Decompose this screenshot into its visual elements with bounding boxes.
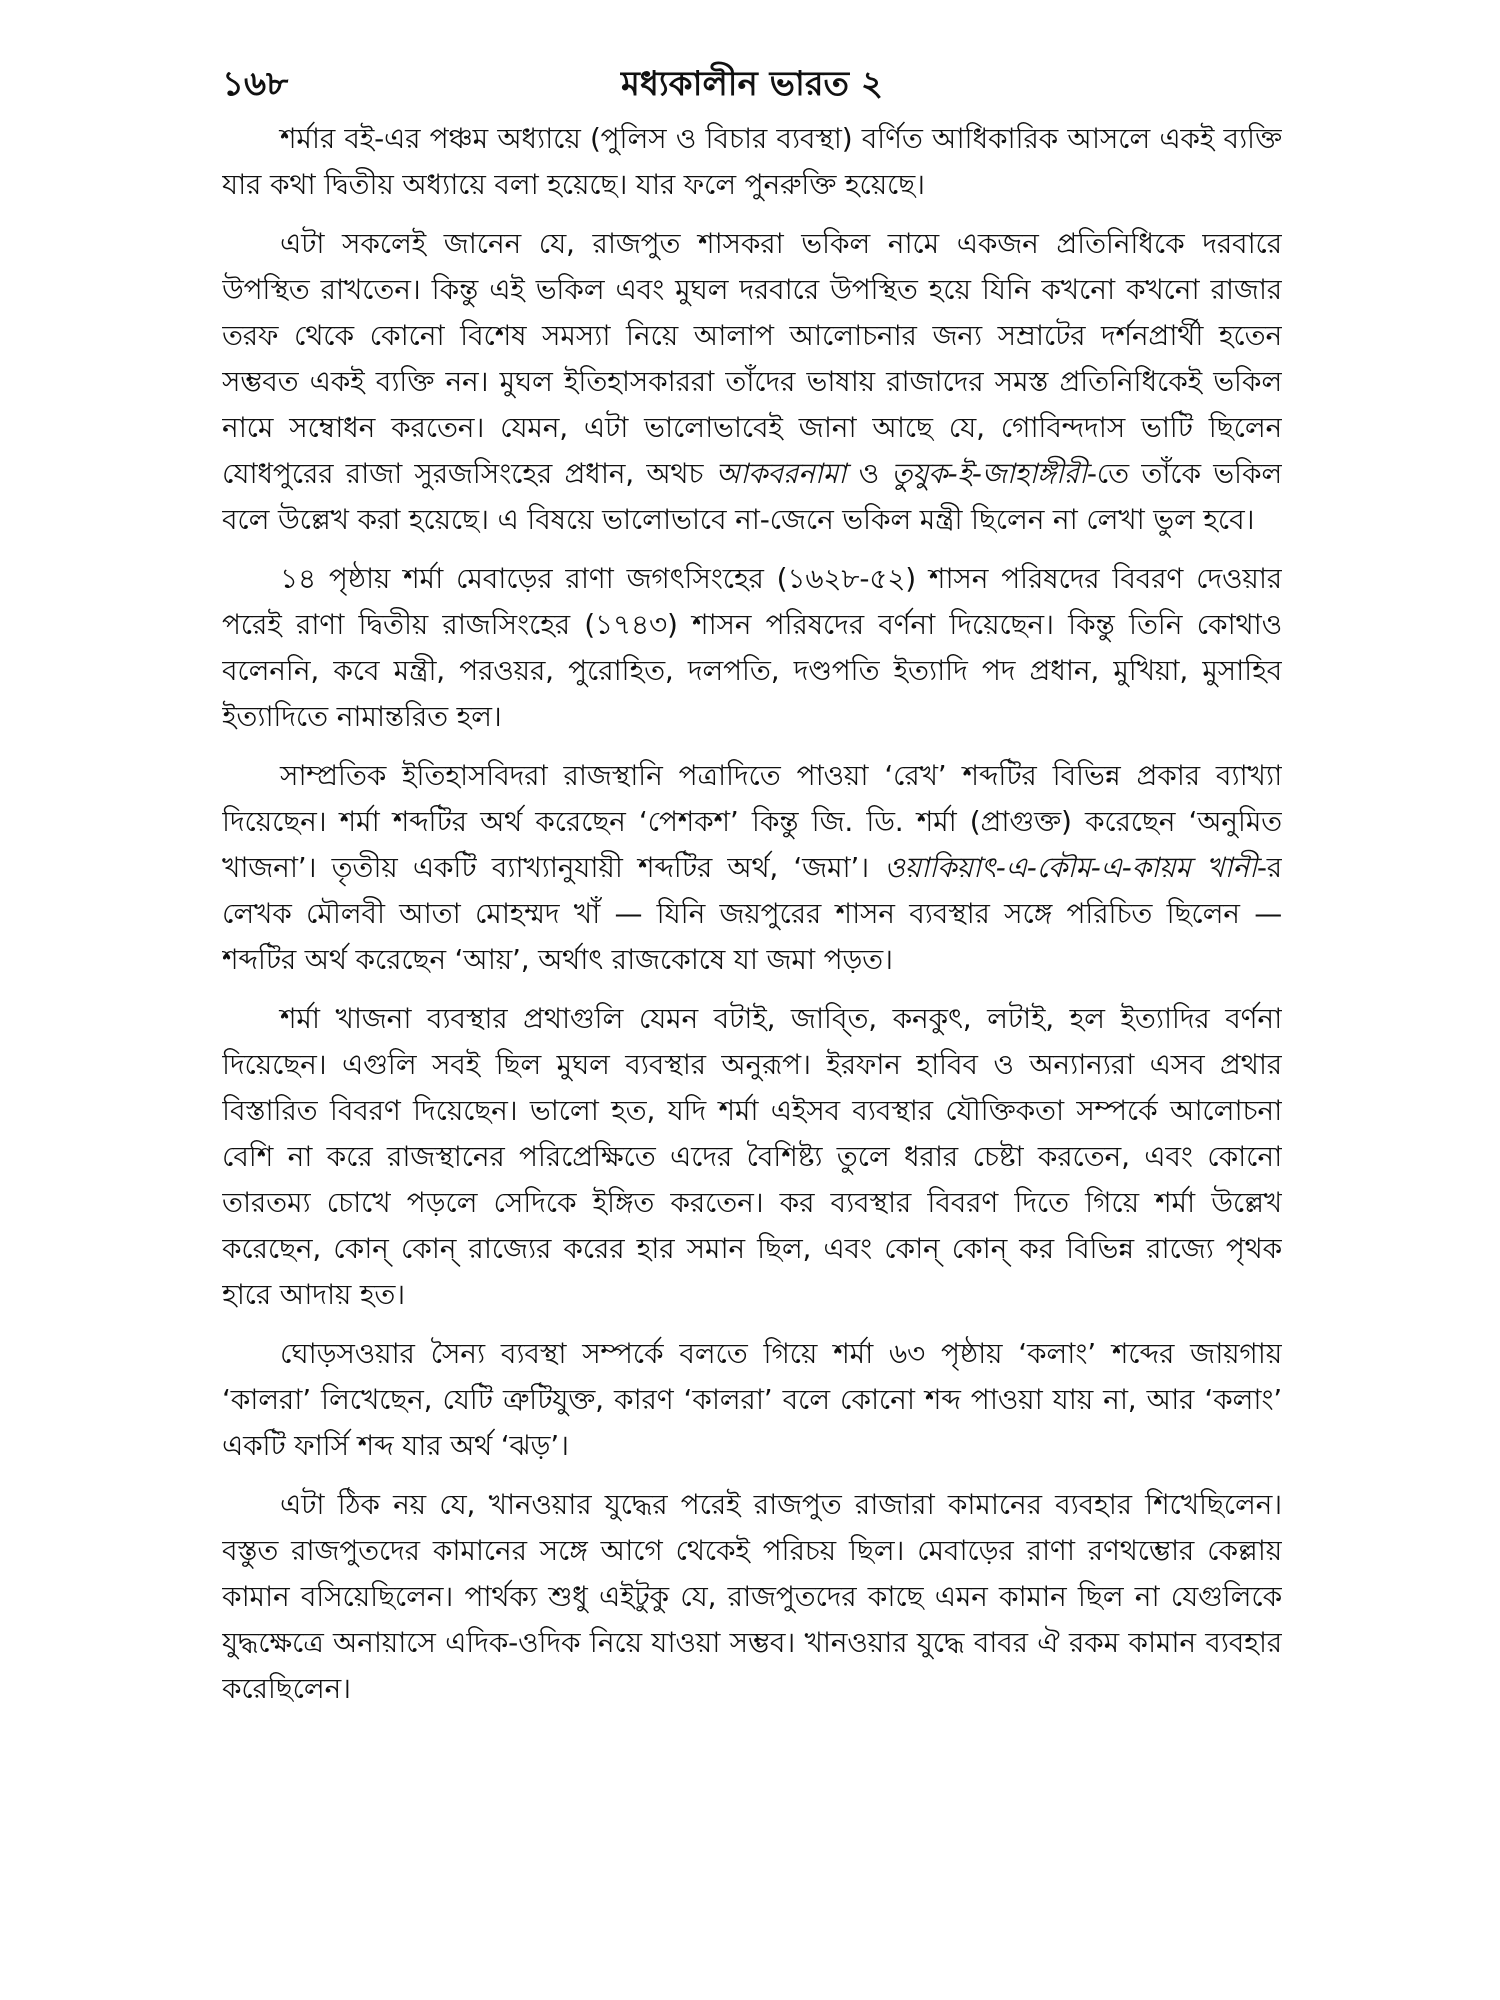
paragraph-2 xyxy=(222,221,1282,543)
paragraph-text: এটা ঠিক নয় যে, খানওয়ার যুদ্ধের পরেই রাজপুত রাজারা কামানের ব্যবহার শিখেছিলেন। বস্তুত রাজপুতদের কামানের সঙ্গে আগে থেকেই পরিচয় ছিল। মেবাড়ের রাণা রণথম্ভোর কেল্লায় কামান বসিয়েছিলেন। পার্থক্য শুধু এইটুকু যে, রাজপুতদের কাছে এমন কামান ছিল না যেগুলিকে যুদ্ধক্ষেত্রে অনায়াসে এদিক-ওদিক নিয়ে যাওয়া সম্ভব। খানওয়ার যুদ্ধে বাবর ঐ রকম কামান ব্যবহার করেছিলেন। xyxy=(222,1488,1282,1705)
paragraph-text: -র লেখক মৌলবী আতা মোহম্মদ খাঁ — যিনি জয়পুরের শাসন ব্যবস্থার সঙ্গে পরিচিত ছিলেন — শব্দটির অর্থ করেছেন ‘আয়’, অর্থাৎ রাজকোষে যা জমা পড়ত। xyxy=(222,851,1282,976)
paragraph-text: এটা সকলেই জানেন যে, রাজপুত শাসকরা ভকিল নামে একজন প্রতিনিধিকে দরবারে উপস্থিত রাখতেন। কিন্তু এই ভকিল এবং মুঘল দরবারে উপস্থিত হয়ে যিনি কখনো কখনো রাজার তরফ থেকে কোনো বিশেষ সমস্যা নিয়ে আলাপ আলোচনার জন্য সম্রাটের দর্শনপ্রার্থী হতেন সম্ভবত একই ব্যক্তি নন। মুঘল ইতিহাসকাররা তাঁদের ভাষায় রাজাদের সমস্ত প্রতিনিধিকেই ভকিল নামে সম্বোধন করতেন। যেমন, এটা ভালোভাবেই জানা আছে যে, গোবিন্দদাস ভাটি ছিলেন যোধপুরের রাজা সুরজসিংহের প্রধান, অথচ xyxy=(222,227,1282,490)
paragraph-4 xyxy=(222,753,1282,983)
paragraph-7 xyxy=(222,1482,1282,1712)
paragraph-text: ও xyxy=(858,457,880,490)
book-title-italic: আকবরনামা xyxy=(715,457,847,490)
page-header xyxy=(222,60,1282,116)
running-title: মধ্যকালীন ভারত ২ xyxy=(621,64,883,104)
paragraph-text: শর্মার বই-এর পঞ্চম অধ্যায়ে (পুলিস ও বিচার ব্যবস্থা) বর্ণিত আধিকারিক আসলে একই ব্যক্তি যার কথা দ্বিতীয় অধ্যায়ে বলা হয়েছে। যার ফলে পুনরুক্তি হয়েছে। xyxy=(222,122,1282,201)
page-body xyxy=(222,116,1282,1956)
paragraph-text: ঘোড়সওয়ার সৈন্য ব্যবস্থা সম্পর্কে বলতে গিয়ে শর্মা ৬৩ পৃষ্ঠায় ‘কলাং’ শব্দের জায়গায় ‘কালরা’ লিখেছেন, যেটি ত্রুটিযুক্ত, কারণ ‘কালরা’ বলে কোনো শব্দ পাওয়া যায় না, আর ‘কলাং’ একটি ফার্সি শব্দ যার অর্থ ‘ঝড়’। xyxy=(222,1337,1282,1462)
book-title-italic: ওয়াকিয়াৎ-এ-কৌম-এ-কায়ম খানী xyxy=(884,851,1257,884)
book-title-italic: তুযুক-ই-জাহাঙ্গীরী xyxy=(891,457,1087,490)
paragraph-3 xyxy=(222,556,1282,740)
paragraph-5 xyxy=(222,996,1282,1318)
paragraph-6 xyxy=(222,1331,1282,1469)
paragraph-text: ১৪ পৃষ্ঠায় শর্মা মেবাড়ের রাণা জগৎসিংহের (১৬২৮-৫২) শাসন পরিষদের বিবরণ দেওয়ার পরেই রাণা দ্বিতীয় রাজসিংহের (১৭৪৩) শাসন পরিষদের বর্ণনা দিয়েছেন। কিন্তু তিনি কোথাও বলেননি, কবে মন্ত্রী, পরওয়র, পুরোহিত, দলপতি, দণ্ডপতি ইত্যাদি পদ প্রধান, মুখিয়া, মুসাহিব ইত্যাদিতে নামান্তরিত হল। xyxy=(222,562,1282,733)
paragraph-text: সাম্প্রতিক ইতিহাসবিদরা রাজস্থানি পত্রাদিতে পাওয়া ‘রেখ’ শব্দটির বিভিন্ন প্রকার ব্যাখ্যা দিয়েছেন। শর্মা শব্দটির অর্থ করেছেন ‘পেশকশ’ কিন্তু জি. ডি. শর্মা (প্রাগুক্ত) করেছেন ‘অনুমিত খাজনা’। তৃতীয় একটি ব্যাখ্যানুযায়ী শব্দটির অর্থ, ‘জমা’। xyxy=(222,759,1282,884)
paragraph-text: শর্মা খাজনা ব্যবস্থার প্রথাগুলি যেমন বটাই, জাব্তি, কনকুৎ, লটাই, হল ইত্যাদির বর্ণনা দিয়েছেন। এগুলি সবই ছিল মুঘল ব্যবস্থার অনুরূপ। ইরফান হাবিব ও অন্যান্যরা এসব প্রথার বিস্তারিত বিবরণ দিয়েছেন। ভালো হত, যদি শর্মা এইসব ব্যবস্থার যৌক্তিকতা সম্পর্কে আলোচনা বেশি না করে রাজস্থানের পরিপ্রেক্ষিতে এদের বৈশিষ্ট্য তুলে ধরার চেষ্টা করতেন, এবং কোনো তারতম্য চোখে পড়লে সেদিকে ইঙ্গিত করতেন। কর ব্যবস্থার বিবরণ দিতে গিয়ে শর্মা উল্লেখ করেছেন, কোন্ কোন্ রাজ্যের করের হার সমান ছিল, এবং কোন্ কোন্ কর বিভিন্ন রাজ্যে পৃথক হারে আদায় হত। xyxy=(222,1002,1282,1311)
paragraph-1 xyxy=(222,116,1282,208)
paragraph-text: -তে তাঁকে ভকিল বলে উল্লেখ করা হয়েছে। এ বিষয়ে ভালোভাবে না-জেনে ভকিল মন্ত্রী ছিলেন না লেখা ভুল হবে। xyxy=(222,457,1282,536)
page-number: ১৬৮ xyxy=(222,64,289,104)
